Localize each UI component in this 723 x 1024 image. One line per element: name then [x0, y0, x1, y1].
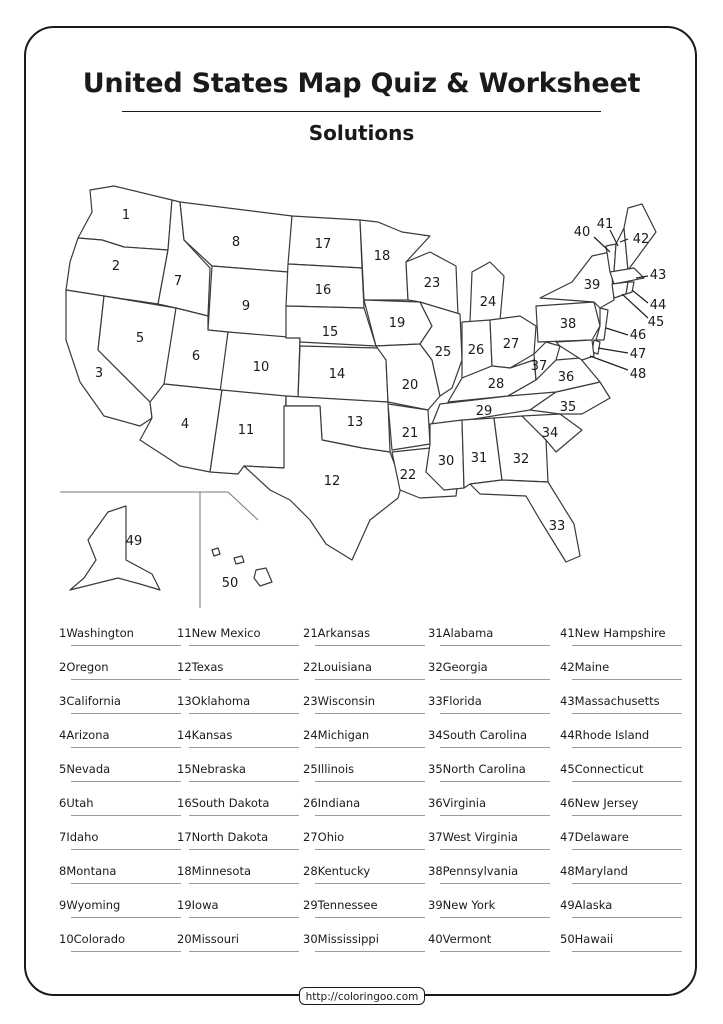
answer-state-name: Oklahoma — [191, 694, 251, 708]
answer-state-name: Iowa — [191, 898, 219, 912]
answer-underline — [440, 951, 550, 952]
answer-number: 49 — [560, 898, 575, 912]
map-number-28: 28 — [487, 377, 505, 392]
answer-underline — [440, 747, 550, 748]
answer-underline — [572, 815, 682, 816]
answer-state-name: California — [66, 694, 121, 708]
answer-underline — [440, 815, 550, 816]
answer-item — [59, 932, 181, 952]
map-number-42: 42 — [632, 232, 650, 247]
answer-item — [560, 864, 682, 884]
answer-state-name: Alaska — [574, 898, 613, 912]
answer-state-name: West Virginia — [442, 830, 518, 844]
answer-number: 50 — [560, 932, 575, 946]
answer-state-name: Delaware — [574, 830, 629, 844]
answer-number: 13 — [177, 694, 192, 708]
answer-underline — [315, 849, 425, 850]
answer-underline — [440, 917, 550, 918]
answer-item — [560, 694, 682, 714]
answer-state-name: Hawaii — [574, 932, 614, 946]
map-number-38: 38 — [559, 317, 577, 332]
map-number-27: 27 — [502, 337, 520, 352]
answer-underline — [315, 713, 425, 714]
answer-underline — [440, 781, 550, 782]
answer-underline — [189, 747, 299, 748]
answer-item — [560, 762, 682, 782]
map-number-37: 37 — [530, 359, 548, 374]
answer-item — [177, 626, 299, 646]
state-shape-new-york — [540, 252, 614, 308]
answer-item — [59, 762, 181, 782]
answer-state-name: New Jersey — [574, 796, 639, 810]
answer-number: 10 — [59, 932, 74, 946]
answer-state-name: Maryland — [574, 864, 628, 878]
map-number-35: 35 — [559, 400, 577, 415]
answer-item — [560, 796, 682, 816]
answer-item — [428, 728, 550, 748]
answer-item — [177, 898, 299, 918]
answer-underline — [71, 645, 181, 646]
map-number-33: 33 — [548, 519, 566, 534]
answer-item — [59, 864, 181, 884]
answer-number: 15 — [177, 762, 192, 776]
map-number-30: 30 — [437, 454, 455, 469]
answer-state-name: Nebraska — [191, 762, 246, 776]
answer-item — [428, 932, 550, 952]
answer-number: 22 — [303, 660, 318, 674]
answer-item — [560, 830, 682, 850]
answer-underline — [440, 883, 550, 884]
map-number-50: 50 — [221, 576, 239, 591]
answer-item — [303, 864, 425, 884]
answer-item — [177, 830, 299, 850]
answer-state-name: Michigan — [317, 728, 370, 742]
answer-number: 23 — [303, 694, 318, 708]
map-number-34: 34 — [541, 426, 559, 441]
answer-number: 33 — [428, 694, 443, 708]
answer-number: 19 — [177, 898, 192, 912]
answer-state-name: Nevada — [66, 762, 111, 776]
answer-state-name: New Mexico — [191, 626, 261, 640]
state-shape-alaska — [70, 506, 160, 590]
map-number-23: 23 — [423, 276, 441, 291]
answer-item — [177, 762, 299, 782]
answer-number: 39 — [428, 898, 443, 912]
answer-item — [428, 796, 550, 816]
answer-state-name: South Dakota — [191, 796, 270, 810]
answer-item — [428, 660, 550, 680]
answer-state-name: Montana — [66, 864, 117, 878]
answer-underline — [440, 713, 550, 714]
answer-state-name: North Dakota — [191, 830, 269, 844]
state-shape-hawaii-3 — [254, 568, 272, 586]
answer-number: 14 — [177, 728, 192, 742]
map-number-19: 19 — [388, 316, 406, 331]
map-number-9: 9 — [241, 299, 251, 314]
answer-item — [177, 694, 299, 714]
answer-item — [303, 898, 425, 918]
answer-underline — [572, 747, 682, 748]
answer-number: 7 — [59, 830, 67, 844]
answer-state-name: Georgia — [442, 660, 488, 674]
answer-item — [428, 626, 550, 646]
answer-underline — [315, 781, 425, 782]
map-number-3: 3 — [94, 366, 104, 381]
answer-number: 36 — [428, 796, 443, 810]
answer-underline — [71, 917, 181, 918]
answer-underline — [315, 747, 425, 748]
map-number-48: 48 — [629, 367, 647, 382]
answer-state-name: North Carolina — [442, 762, 526, 776]
map-number-39: 39 — [583, 278, 601, 293]
answer-item — [177, 864, 299, 884]
answer-number: 35 — [428, 762, 443, 776]
answer-state-name: Pennsylvania — [442, 864, 519, 878]
state-shape-hawaii-2 — [234, 556, 244, 564]
answer-item — [59, 796, 181, 816]
answer-state-name: Vermont — [442, 932, 492, 946]
map-number-12: 12 — [323, 474, 341, 489]
answer-number: 34 — [428, 728, 443, 742]
answer-number: 43 — [560, 694, 575, 708]
answer-item — [560, 932, 682, 952]
answer-item — [303, 830, 425, 850]
answer-number: 9 — [59, 898, 67, 912]
answer-item — [177, 660, 299, 680]
leader-line-48 — [590, 356, 628, 370]
answer-underline — [572, 713, 682, 714]
map-number-45: 45 — [647, 315, 665, 330]
answer-number: 47 — [560, 830, 575, 844]
answer-number: 11 — [177, 626, 192, 640]
answer-item — [303, 932, 425, 952]
answer-underline — [189, 781, 299, 782]
answer-item — [428, 864, 550, 884]
answer-state-name: Missouri — [191, 932, 239, 946]
answer-underline — [189, 815, 299, 816]
answer-state-name: New Hampshire — [574, 626, 666, 640]
map-number-18: 18 — [373, 249, 391, 264]
answer-state-name: Washington — [66, 626, 134, 640]
answer-number: 32 — [428, 660, 443, 674]
answer-number: 48 — [560, 864, 575, 878]
answer-underline — [71, 679, 181, 680]
answer-item — [59, 694, 181, 714]
answer-number: 26 — [303, 796, 318, 810]
answer-state-name: New York — [442, 898, 496, 912]
answer-number: 31 — [428, 626, 443, 640]
map-number-29: 29 — [475, 404, 493, 419]
answer-underline — [572, 849, 682, 850]
answer-item — [560, 728, 682, 748]
map-number-7: 7 — [173, 274, 183, 289]
website-link[interactable]: http://coloringoo.com — [299, 987, 425, 1005]
answer-underline — [572, 645, 682, 646]
answer-state-name: Louisiana — [317, 660, 372, 674]
answer-number: 38 — [428, 864, 443, 878]
answer-state-name: Alabama — [442, 626, 494, 640]
answer-state-name: Arizona — [66, 728, 110, 742]
map-number-22: 22 — [399, 468, 417, 483]
answer-underline — [71, 951, 181, 952]
answer-state-name: Colorado — [73, 932, 126, 946]
answer-number: 27 — [303, 830, 318, 844]
answer-item — [303, 694, 425, 714]
leader-line-44 — [632, 290, 648, 303]
answer-state-name: Virginia — [442, 796, 487, 810]
answer-underline — [315, 883, 425, 884]
answer-state-name: Connecticut — [574, 762, 644, 776]
map-number-17: 17 — [314, 237, 332, 252]
answer-underline — [189, 849, 299, 850]
answer-underline — [189, 679, 299, 680]
answer-number: 20 — [177, 932, 192, 946]
answer-item — [59, 626, 181, 646]
answer-item — [560, 660, 682, 680]
answer-underline — [315, 679, 425, 680]
answer-underline — [572, 917, 682, 918]
map-number-20: 20 — [401, 378, 419, 393]
map-number-41: 41 — [596, 217, 614, 232]
answer-state-name: Minnesota — [191, 864, 251, 878]
answer-state-name: Rhode Island — [574, 728, 650, 742]
answer-item — [177, 932, 299, 952]
answer-underline — [315, 951, 425, 952]
answer-underline — [315, 815, 425, 816]
state-shapes — [66, 186, 656, 590]
answer-underline — [71, 713, 181, 714]
answer-state-name: Tennessee — [317, 898, 378, 912]
answer-number: 28 — [303, 864, 318, 878]
page-subtitle: Solutions — [308, 121, 415, 145]
answer-state-name: Kansas — [191, 728, 233, 742]
answer-item — [560, 626, 682, 646]
answer-state-name: Mississippi — [317, 932, 379, 946]
map-number-6: 6 — [191, 349, 201, 364]
answer-state-name: Arkansas — [317, 626, 371, 640]
map-number-31: 31 — [470, 451, 488, 466]
answer-state-name: Illinois — [317, 762, 355, 776]
answer-state-name: Ohio — [317, 830, 345, 844]
answer-state-name: South Carolina — [442, 728, 528, 742]
map-number-49: 49 — [125, 534, 143, 549]
map-number-25: 25 — [434, 345, 452, 360]
answer-underline — [189, 917, 299, 918]
answer-item — [177, 796, 299, 816]
answer-number: 45 — [560, 762, 575, 776]
map-number-10: 10 — [252, 360, 270, 375]
map-number-32: 32 — [512, 452, 530, 467]
map-number-2: 2 — [111, 259, 121, 274]
page-title: United States Map Quiz & Worksheet — [82, 68, 641, 99]
answer-underline — [189, 713, 299, 714]
answer-underline — [189, 645, 299, 646]
answer-number: 41 — [560, 626, 575, 640]
answer-underline — [440, 679, 550, 680]
map-number-46: 46 — [629, 328, 647, 343]
answer-item — [303, 626, 425, 646]
answer-number: 5 — [59, 762, 67, 776]
answer-underline — [315, 645, 425, 646]
answer-state-name: Maine — [574, 660, 610, 674]
answer-number: 25 — [303, 762, 318, 776]
map-number-24: 24 — [479, 295, 497, 310]
answer-item — [59, 660, 181, 680]
answer-item — [428, 830, 550, 850]
map-number-36: 36 — [557, 370, 575, 385]
answer-underline — [71, 747, 181, 748]
map-number-13: 13 — [346, 415, 364, 430]
answer-number: 40 — [428, 932, 443, 946]
map-number-5: 5 — [135, 331, 145, 346]
answer-item — [560, 898, 682, 918]
map-number-16: 16 — [314, 283, 332, 298]
answer-item — [428, 694, 550, 714]
map-number-44: 44 — [649, 298, 667, 313]
answer-number: 44 — [560, 728, 575, 742]
answer-number: 1 — [59, 626, 67, 640]
answer-state-name: Kentucky — [317, 864, 371, 878]
answer-number: 17 — [177, 830, 192, 844]
map-number-47: 47 — [629, 347, 647, 362]
answer-underline — [189, 883, 299, 884]
leader-line-41 — [610, 230, 618, 246]
answer-state-name: Wyoming — [66, 898, 121, 912]
answer-item — [303, 762, 425, 782]
answer-number: 3 — [59, 694, 67, 708]
answer-underline — [71, 815, 181, 816]
answer-state-name: Indiana — [317, 796, 361, 810]
answer-item — [303, 660, 425, 680]
answer-underline — [189, 951, 299, 952]
answer-state-name: Wisconsin — [317, 694, 376, 708]
map-number-8: 8 — [231, 235, 241, 250]
answer-state-name: Texas — [191, 660, 224, 674]
answer-item — [303, 728, 425, 748]
state-shape-rhode-island — [626, 282, 634, 294]
map-number-15: 15 — [321, 325, 339, 340]
map-number-21: 21 — [401, 426, 419, 441]
answer-state-name: Oregon — [66, 660, 109, 674]
answer-underline — [440, 849, 550, 850]
answer-number: 18 — [177, 864, 192, 878]
answer-underline — [315, 917, 425, 918]
state-shape-maryland — [556, 340, 594, 360]
answer-number: 4 — [59, 728, 67, 742]
answer-item — [59, 728, 181, 748]
map-number-14: 14 — [328, 367, 346, 382]
answer-number: 2 — [59, 660, 67, 674]
map-number-40: 40 — [573, 225, 591, 240]
answer-underline — [71, 849, 181, 850]
answer-underline — [71, 883, 181, 884]
answer-underline — [440, 645, 550, 646]
answer-state-name: Idaho — [66, 830, 99, 844]
answer-number: 29 — [303, 898, 318, 912]
answer-underline — [572, 679, 682, 680]
state-shape-hawaii-1 — [212, 548, 220, 556]
map-number-43: 43 — [649, 268, 667, 283]
answer-number: 21 — [303, 626, 318, 640]
answer-number: 16 — [177, 796, 192, 810]
state-shape-connecticut — [612, 282, 628, 298]
answer-state-name: Utah — [66, 796, 94, 810]
answer-number: 8 — [59, 864, 67, 878]
answer-item — [59, 830, 181, 850]
answer-number: 42 — [560, 660, 575, 674]
answer-number: 46 — [560, 796, 575, 810]
inset-separator-horizontal — [60, 492, 258, 520]
answer-number: 6 — [59, 796, 67, 810]
leader-line-47 — [598, 348, 628, 353]
answer-number: 12 — [177, 660, 192, 674]
answer-number: 24 — [303, 728, 318, 742]
answer-item — [303, 796, 425, 816]
answer-underline — [572, 883, 682, 884]
answer-number: 30 — [303, 932, 318, 946]
answer-underline — [572, 781, 682, 782]
map-number-1: 1 — [121, 208, 131, 223]
answer-item — [177, 728, 299, 748]
answer-underline — [572, 951, 682, 952]
answer-item — [59, 898, 181, 918]
answer-item — [428, 898, 550, 918]
map-number-4: 4 — [180, 417, 190, 432]
leader-line-45 — [622, 294, 648, 318]
answer-underline — [71, 781, 181, 782]
map-number-26: 26 — [467, 343, 485, 358]
answer-item — [428, 762, 550, 782]
leader-line-40 — [594, 237, 610, 252]
answer-number: 37 — [428, 830, 443, 844]
map-number-11: 11 — [237, 423, 255, 438]
state-shape-michigan — [470, 262, 504, 322]
answer-state-name: Florida — [442, 694, 482, 708]
answer-state-name: Massachusetts — [574, 694, 660, 708]
leader-line-46 — [606, 328, 628, 335]
